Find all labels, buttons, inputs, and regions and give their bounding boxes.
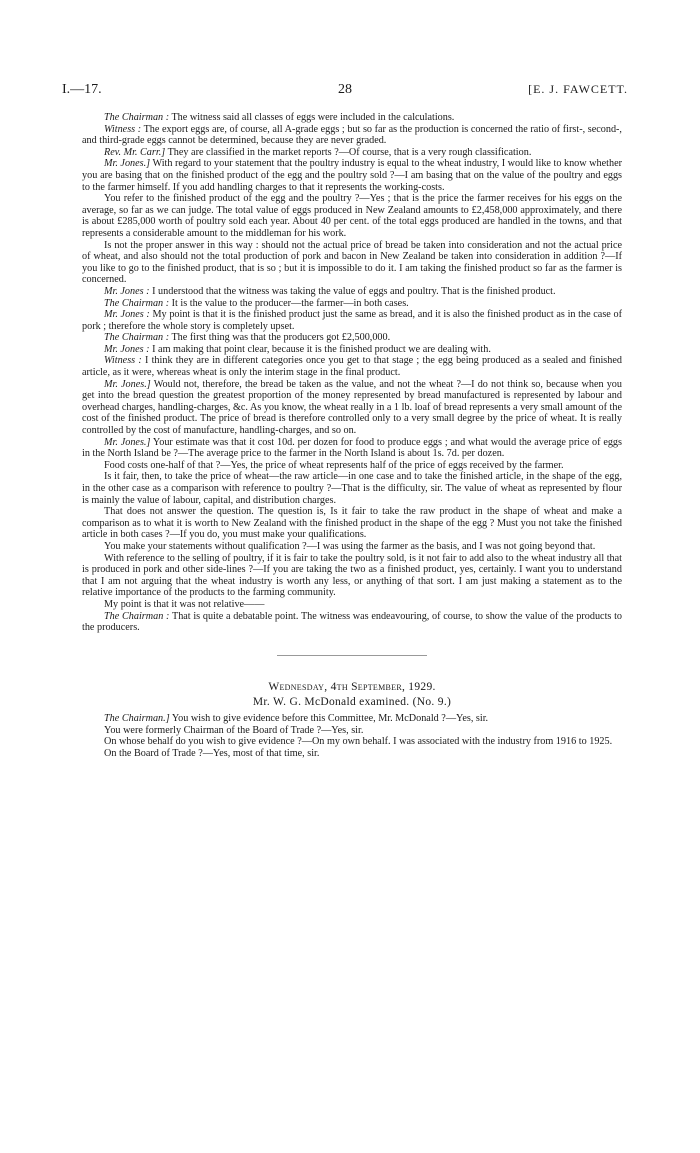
paragraph: [82, 379, 622, 437]
paragraph: [82, 748, 622, 760]
paragraph: [82, 158, 622, 193]
paragraph-text: With reference to the selling of poultry, if it is fair to take the poultry sold, is it not fair to add also to the wheat industry all that is produced in pork and other side-lines ?—If you are taking the two as a finished product, yes, certainly. I want you to understand that I am not arguing that the wheat industry is worth any less, or anything of that sort. I am just making a statement as to the relative importance of the products to the farming community.: [82, 552, 622, 599]
paragraph: [82, 193, 622, 239]
paragraph: [82, 344, 622, 356]
paragraph-text: It is the value to the producer—the farmer—in both cases.: [169, 297, 409, 309]
paragraph: [82, 553, 622, 599]
paragraph-text: You wish to give evidence before this Committee, Mr. McDonald ?—Yes, sir.: [169, 712, 489, 724]
speaker-label: Mr. Jones.]: [104, 436, 151, 448]
paragraph: [82, 112, 622, 124]
paragraph: [82, 460, 622, 472]
paragraph-text: The first thing was that the producers got £2,500,000.: [169, 332, 391, 344]
paragraph: [82, 713, 622, 725]
paragraph-text: On the Board of Trade ?—Yes, most of that time, sir.: [104, 747, 320, 759]
speaker-label: The Chairman :: [104, 297, 170, 309]
paragraph-text: With regard to your statement that the poultry industry is equal to the wheat industry, I would like to know whether you are basing that on the finished product of the egg and the poultry sold ?—I am basing that on the value of the poultry and eggs to the farmer himself. If you add handling charges to that it represents the working-costs.: [82, 158, 622, 193]
header-reference: I.—17.: [62, 82, 102, 97]
speaker-label: Mr. Jones.]: [104, 378, 151, 390]
paragraph: [82, 599, 622, 611]
paragraph-text: I think they are in different categories once you get to that stage ; the egg being produced as a sealed and finished article, as it were, whereas wheat is only the interim stage in the final product.: [82, 355, 622, 379]
section-dateline: Wednesday, 4th September, 1929.: [268, 680, 436, 693]
speaker-label: The Chairman.]: [104, 712, 170, 724]
speaker-label: Mr. Jones.]: [104, 158, 151, 170]
paragraph: [82, 611, 622, 634]
speaker-label: The Chairman :: [104, 332, 170, 344]
speaker-label: Rev. Mr. Carr.]: [104, 146, 166, 158]
paragraph-text: The export eggs are, of course, all A-grade eggs ; but so far as the production is concerned the ratio of first-, second-, and third-grade eggs cannot be determined, because they are never graded.: [82, 123, 622, 147]
paragraph-text: You were formerly Chairman of the Board of Trade ?—Yes, sir.: [104, 724, 364, 736]
speaker-label: Mr. Jones :: [104, 343, 150, 355]
speaker-label: Witness :: [104, 123, 142, 135]
witness-heading: Mr. W. G. McDonald examined. (No. 9.): [252, 696, 452, 709]
paragraph: [82, 240, 622, 286]
paragraph: [82, 725, 622, 737]
paragraph: [82, 541, 622, 553]
paragraph: [82, 298, 622, 310]
evidence-section-1: [82, 112, 622, 634]
paragraph-text: I am making that point clear, because it is the finished product we are dealing with.: [149, 343, 491, 355]
page-number: 28: [338, 82, 352, 97]
paragraph: [82, 124, 622, 147]
paragraph: [82, 332, 622, 344]
paragraph-text: My point is that it is the finished product just the same as bread, and it is also the finished product as in the case of pork ; therefore the whole story is completely upset.: [82, 309, 622, 332]
evidence-section-2: [82, 713, 622, 759]
paragraph-text: That is quite a debatable point. The witness was endeavouring, of course, to show the value of the products to the producers.: [82, 610, 622, 634]
paragraph: [82, 506, 622, 541]
header-witness-name: [E. J. FAWCETT.: [528, 82, 628, 96]
document-body: [82, 112, 622, 759]
page-header: [62, 82, 628, 100]
paragraph: [82, 286, 622, 298]
paragraph: [82, 355, 622, 378]
speaker-label: Witness :: [104, 355, 142, 367]
section-divider: [277, 655, 427, 656]
paragraph: [82, 471, 622, 506]
speaker-label: The Chairman :: [104, 112, 170, 123]
paragraph-text: On whose behalf do you wish to give evidence ?—On my own behalf. I was associated with the industry from 1916 to 1925.: [104, 736, 613, 748]
paragraph-text: You refer to the finished product of the egg and the poultry ?—Yes ; that is the price the farmer receives for his eggs on the average, so far as we can judge. The total value of eggs produced in New Zealand amounts to £2,458,000 approximately, and there is about £285,000 worth of poultry sold each year. About 40 per cent. of the total eggs produced are handled in the towns, and that represents a considerable amount to the middleman for his work.: [82, 193, 622, 239]
paragraph: [82, 309, 622, 332]
paragraph-text: I understood that the witness was taking the value of eggs and poultry. That is the finished product.: [149, 285, 556, 297]
paragraph-text: My point is that it was not relative——: [104, 598, 265, 610]
paragraph-text: Would not, therefore, the bread be taken as the value, and not the wheat ?—I do not think so, because when you get into the bread question the greatest proportion of the money represented by bread manufactured is represented by labour and overhead charges, handling-charges, &c. As you know, the wheat really in a 1 lb. loaf of bread represents a very small amount of the cost of the finished product. The price of bread is therefore controlled only to a very small degree by the price of wheat. It is really controlled by the cost of manufacture, handling-charges, and so on.: [82, 378, 622, 437]
paragraph-text: You make your statements without qualification ?—I was using the farmer as the basis, and I was not going beyond that.: [104, 540, 596, 552]
paragraph: [82, 147, 622, 159]
paragraph-text: Is not the proper answer in this way : should not the actual price of bread be taken into consideration and not the actual price of wheat, and also should not the total production of pork and bacon in New Zealand be taken into consideration in addition ?—If you like to go to the finished product, that is so ; but it is impossible to do it. I am taking the finished product so far as the farmer is concerned.: [82, 239, 622, 286]
speaker-label: The Chairman :: [104, 610, 170, 622]
paragraph-text: Your estimate was that it cost 10d. per dozen for food to produce eggs ; and what would the average price of eggs in the North Island be ?—The average price to the farmer in the North Island is about 1s. 7d. per dozen.: [82, 436, 622, 460]
paragraph-text: Food costs one-half of that ?—Yes, the price of wheat represents half of the price of eggs received by the farmer.: [104, 459, 564, 471]
paragraph-text: That does not answer the question. The question is, Is it fair to take the raw product in the shape of wheat and make a comparison as to what it is worth to New Zealand with the finished product in the shape of the egg ? Must you not take the finished article in both cases ?—If you do, you must make your qualifications.: [82, 506, 622, 541]
paragraph: [82, 437, 622, 460]
paragraph-text: They are classified in the market reports ?—Of course, that is a very rough classification.: [165, 146, 532, 158]
paragraph: [82, 736, 622, 748]
speaker-label: Mr. Jones :: [104, 309, 150, 321]
paragraph-text: The witness said all classes of eggs were included in the calculations.: [169, 112, 455, 123]
speaker-label: Mr. Jones :: [104, 285, 150, 297]
paragraph-text: Is it fair, then, to take the price of wheat—the raw article—in one case and to take the finished article, in the shape of the egg, in the other case as a comparison with reference to poultry ?—That is the difficulty, sir. The value of wheat as represented by flour is mainly the value of labour, capital, and distribution charges.: [82, 471, 622, 506]
